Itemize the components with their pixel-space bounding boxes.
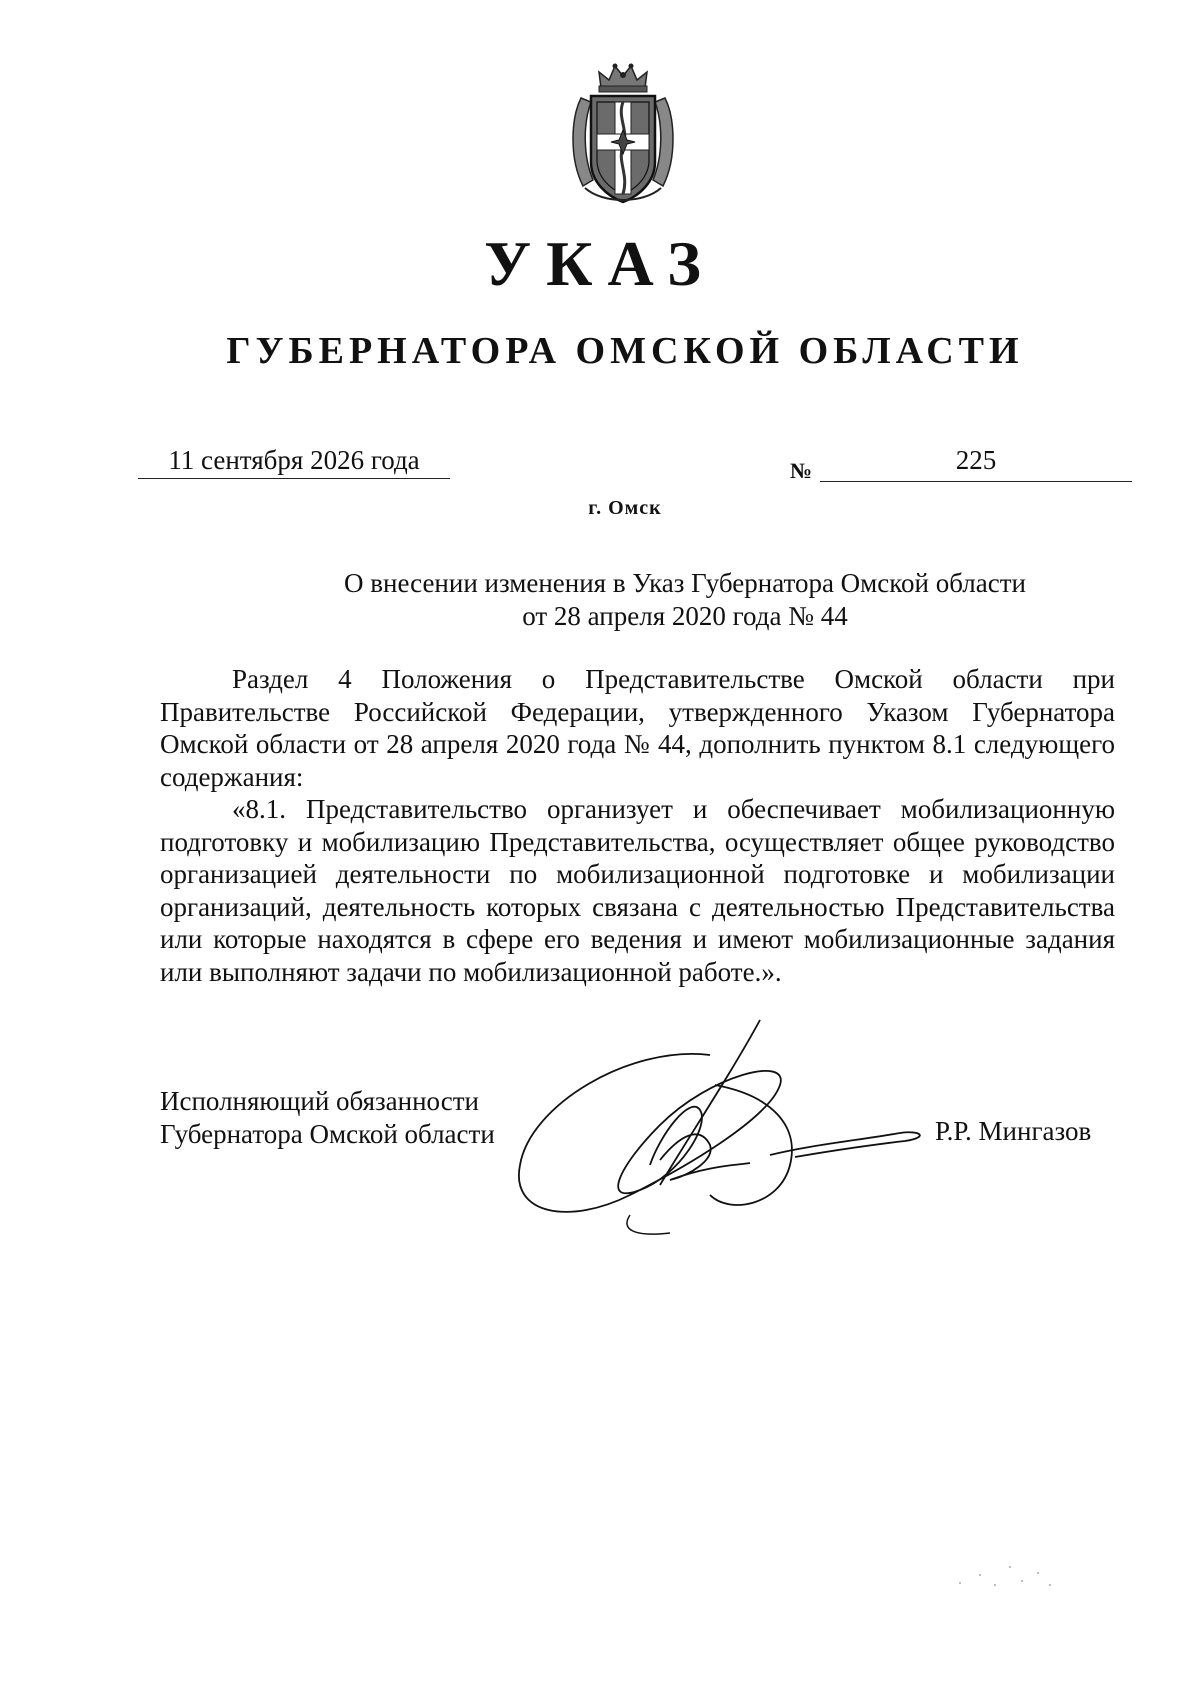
body-paragraph-1: Раздел 4 Положения о Представительстве Омской области при Правительстве Российской Федерации, утвержденного Указом Губернатора Омской области от 28 апреля 2020 года № 44, дополнить пунктом 8.1 следующего содержания: (160, 664, 1115, 792)
signer-title-line-2: Губернатора Омской области (160, 1119, 495, 1149)
document-body (160, 663, 1115, 988)
document-date: 11 сентября 2026 года (168, 445, 420, 475)
document-title: УКАЗ (484, 228, 716, 299)
document-city: г. Омск (588, 497, 662, 519)
signer-title (160, 1085, 495, 1151)
heading-line-2: от 28 апреля 2020 года № 44 (522, 601, 848, 631)
number-sign: № (790, 458, 813, 483)
coat-of-arms-icon (563, 58, 683, 208)
body-paragraph-2: «8.1. Представительство организует и обеспечивает мобилизационную подготовку и мобилизацию Представительства, осуществляет общее руководство организацией деятельности по мобилизационной подготовке и мобилизации организаций, деятельность которых связана с деятельностью Представительства или которые находятся в сфере его ведения и имеют мобилизационные задания или выполняют задачи по мобилизационной работе.». (160, 794, 1115, 987)
date-underline (138, 478, 450, 479)
heading-line-1: О внесении изменения в Указ Губернатора Омской области (344, 568, 1026, 598)
handwritten-signature-icon (510, 1015, 950, 1255)
signer-title-line-1: Исполняющий обязанности (160, 1086, 479, 1116)
signer-name: Р.Р. Мингазов (935, 1116, 1092, 1146)
document-heading (160, 567, 1200, 633)
document-number: 225 (955, 445, 997, 475)
number-underline (820, 481, 1132, 482)
scan-noise-marks (950, 1555, 1070, 1595)
document-subtitle: ГУБЕРНАТОРА ОМСКОЙ ОБЛАСТИ (226, 330, 1024, 372)
